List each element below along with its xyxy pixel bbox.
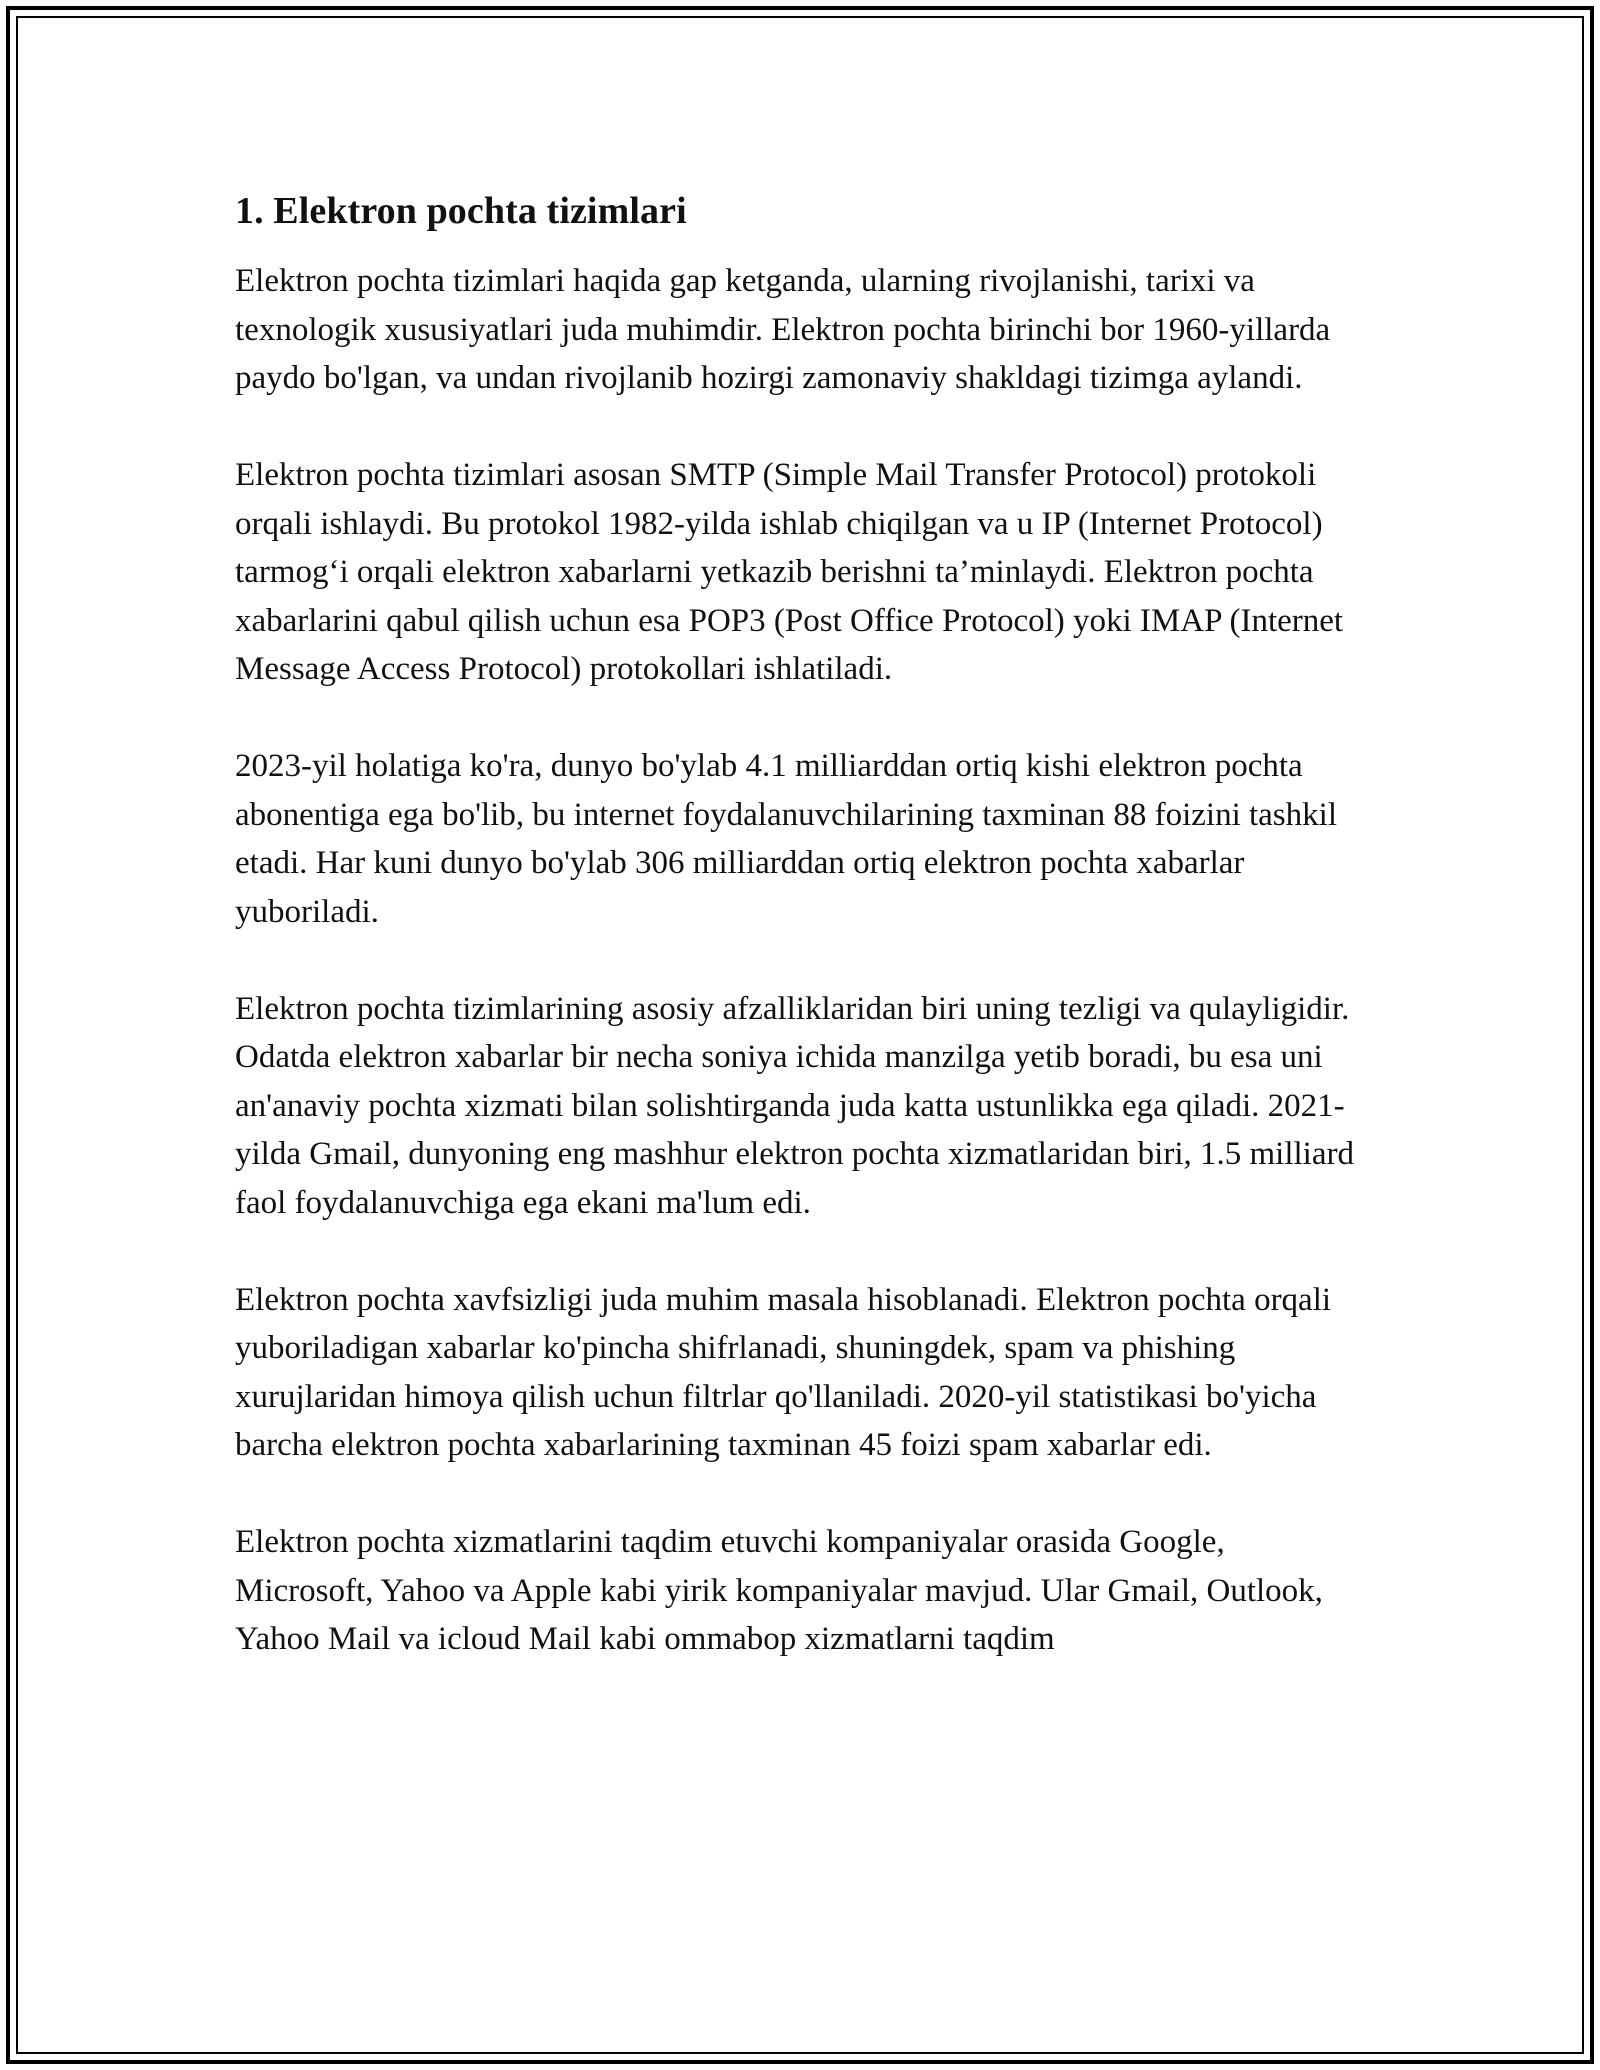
paragraph-statistics: 2023-yil holatiga ko'ra, dunyo bo'ylab 4.1 milliarddan ortiq kishi elektron pochta abonentiga ega bo'lib, bu internet foydalanuvchilarining taxminan 88 foizini tashkil etadi. Har kuni dunyo bo'ylab 306 milliarddan ortiq elektron pochta xabarlar yuboriladi. [235,748,1337,930]
document-body [235,185,1370,1664]
paragraph-security: Elektron pochta xavfsizligi juda muhim masala hisoblanadi. Elektron pochta orqali yuboriladigan xabarlar ko'pincha shifrlanadi, shuningdek, spam va phishing xurujlaridan himoya qilish uchun filtrlar qo'llaniladi. 2020-yil statistikasi bo'yicha barcha elektron pochta xabarlarining taxminan 45 foizi spam xabarlar edi. [235,1281,1332,1463]
paragraph-advantages: Elektron pochta tizimlarining asosiy afzalliklaridan biri uning tezligi va qulayligidir. Odatda elektron xabarlar bir necha soniya ichida manzilga yetib boradi, bu esa uni an'anaviy pochta xizmati bilan solishtirganda juda katta ustunlikka ega qiladi. 2021-yilda Gmail, dunyoning eng mashhur elektron pochta xizmatlaridan biri, 1.5 milliard faol foydalanuvchiga ega ekani ma'lum edi. [235,990,1354,1221]
page-title: 1. Elektron pochta tizimlari [235,190,687,232]
paragraph-history: Elektron pochta tizimlari haqida gap ketganda, ularning rivojlanishi, tarixi va texnologik xususiyatlari juda muhimdir. Elektron pochta birinchi bor 1960-yillarda paydo bo'lgan, va undan rivojlanib hozirgi zamonaviy shakldagi tizimga aylandi. [235,263,1331,396]
paragraph-providers: Elektron pochta xizmatlarini taqdim etuvchi kompaniyalar orasida Google, Microsoft, Yahoo va Apple kabi yirik kompaniyalar mavjud. Ular Gmail, Outlook, Yahoo Mail va icloud Mail kabi ommabop xizmatlarni taqdim [235,1524,1323,1657]
paragraph-protocols: Elektron pochta tizimlari asosan SMTP (Simple Mail Transfer Protocol) protokoli orqali ishlaydi. Bu protokol 1982-yilda ishlab chiqilgan va u IP (Internet Protocol) tarmog‘i orqali elektron xabarlarni yetkazib berishni ta’minlaydi. Elektron pochta xabarlarini qabul qilish uchun esa POP3 (Post Office Protocol) yoki IMAP (Internet Message Access Protocol) protokollari ishlatiladi. [235,457,1344,687]
